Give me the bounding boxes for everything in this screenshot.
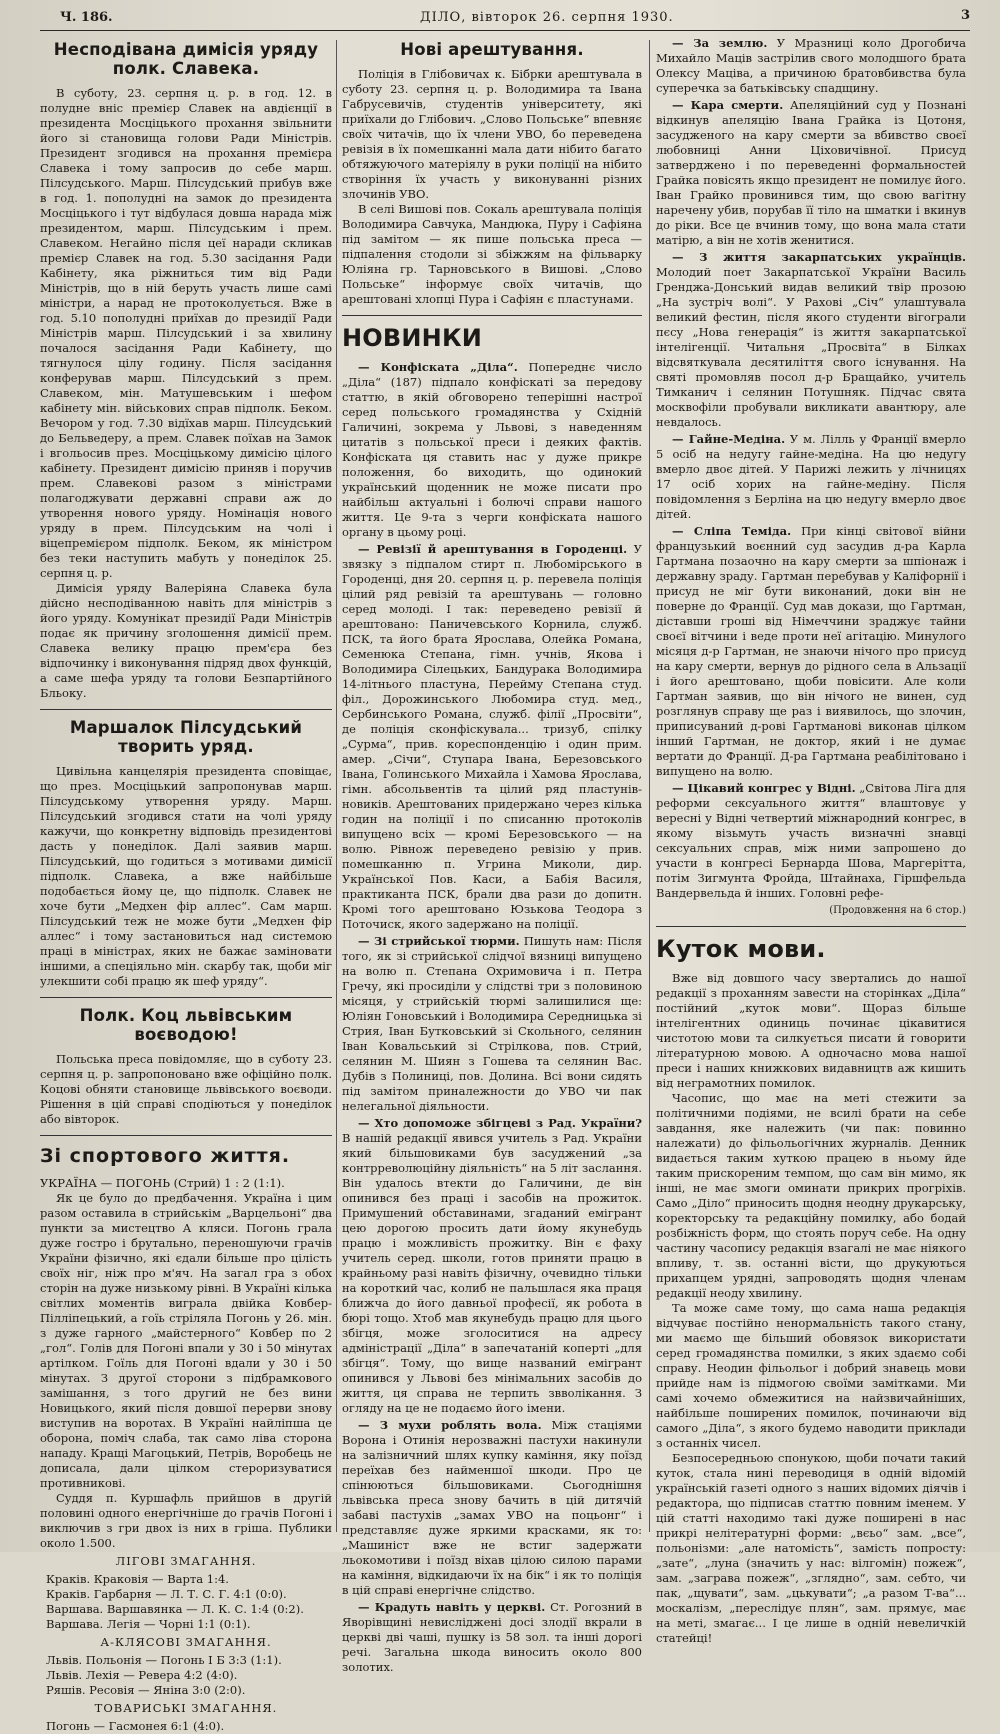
a-class-result: Ряшів. Ресовія — Яніна 3:0 (2:0). — [46, 1683, 246, 1697]
issue-number: Ч. 186. — [60, 10, 113, 25]
column-3 — [656, 36, 966, 1645]
news-item-lead: — Крадуть навіть у церкві. — [358, 1600, 546, 1614]
article-paragraph: Суддя п. Куршафль прийшов в другій половині одного енергічніше до грачів Погоні і виключив з гри двох із них в гріша. Публики около 1.500. — [40, 1491, 332, 1550]
a-class-result: Львів. Лехія — Ревера 4:2 (4:0). — [46, 1668, 238, 1682]
article-paragraph: Цивільна канцелярія президента сповіщає, що през. Мосціцький запропонував марш. Пілсудському утворення уряду. Марш. Пілсудський згодився стати на чолі уряду кажучи, що конкретну відповідь президентові дасть у понеділок. Далі заявив марш. Пілсудський, що годиться з мотивами димісії підполк. Славека, а вже найбільше подобається йому це, що підполк. Славек не хоче бути „Медхен фір аллес“. Сам марш. Пілсудський теж не може бути „Медхен фір аллес“ і тому застановиться над системою праці в міністрах, яких не бажає заміновати іншими, а спеціяльно мін. скарбу так, щоби міг улекшити собі працю як шеф уряду“. — [40, 764, 332, 988]
article-paragraph: Як це було до предбачення. Україна і цим разом оставила в стрийськім „Варцельоні“ два пункти за мистецтво А кляси. Погонь грала дуже гостро і брутально, переношуючи грачів України фізично, які єдали більше про цілість своїх ніг, ніж про м'яч. На загал гра з обох сторін на дуже низькому рівні. В Україні кілька світлих моментів виграла двійка Ковбер-Пілліпецький, а гоїь стріляла Погонь у 26. мін. з дуже гарного „майстерного“ Ковбер по 2 „гол“. Голів для Погоні впали у 30 і 50 мінутах артілком. Гоїль для Погоні вдали у 30 і 50 мінутах. З другої сторони з підбрамкового замішання, з того другий не без вини Новицького, який після довшої перерви знову виступив на воротах. В Україні найліпша це оборона, поміч слаба, так само ліва сторона нападу. Кращі Магоцький, Петрів, Воробець не дописала, дали цілком стероризуватися противникові. — [40, 1191, 332, 1490]
news-item-lead: — З мухи роблять вола. — [358, 1418, 542, 1432]
league-result: Варшава. Легія — Чорні 1:1 (0:1). — [46, 1617, 251, 1631]
news-item-text: В нашій редакції явився учитель з Рад. України який більшовиками був засуджений „за контрреволюційну діяльність“ на 5 літ заслання. Він удалось втекти до Галичини, де він опинився без праці і засобів на прожиток. Примушений обставинами, згаданий емігрант цею дорогою просить дати йому якунебудь працю і можливість прожитку. Він є фаху учитель серед. школи, готов приняти працю в крайньому разі навіть фізичну, очевидно тільки на короткий час, колиб не пальшлася яка праця ближча до його давньої професії, як робота в бюрі тощо. Хтоб мав якунебудь працю для цього збігця, може зголоситися на адресу адміністрації „Діла“ в запечатаній коперті „для збігця“. Тому, що вище названий емігрант опинився у Львові без мінімальних засобів до життя, ця справа не терпить звволікання. З огляду на це не подаємо його імени. — [342, 1131, 642, 1415]
news-item — [342, 360, 642, 540]
news-item-lead: — За землю. — [672, 36, 768, 50]
news-item — [656, 36, 966, 96]
news-item-lead: — Ревізії й арештування в Городенці. — [358, 542, 628, 556]
separator — [40, 709, 332, 710]
article-paragraph: Димісія уряду Валеріяна Славека була дійсно несподіванною навіть для міністрів з його уряду. Комунікат президії Ради Міністрів подає як причину зголошення димісії прем. Славека велику працю прем'єра без відпочинку і виконування підряд двох функцій, а саме шефа уряду та голови Безпартійного Бльоку. — [40, 581, 332, 700]
news-item-lead: — Хто допоможе збігцеві з Рад. України? — [358, 1116, 642, 1130]
friendly-games-title: ТОВАРИСЬКІ ЗМАГАННЯ. — [94, 1701, 278, 1715]
article-paragraph: Польська преса повідомляє, що в суботу 23. серпня ц. р. запропоновано вже офіційно полк. Коцові обняти становище львівського воєводи. Рішення в цій справі сподіються у понеділок або вівторок. — [40, 1052, 332, 1126]
news-item-lead: — Цікавий конгрес у Відні. — [672, 781, 856, 795]
separator — [342, 315, 642, 316]
a-class-result: Львів. Польонія — Погонь І Б 3:3 (1:1). — [46, 1653, 282, 1667]
headline-slavek-resignation: Несподівана димісія уряду полк. Славека. — [53, 40, 319, 78]
separator — [40, 997, 332, 998]
news-item-text: Між стаціями Ворона і Отинія нерозважні пастухи накинули на залізничний шлях купку каміння, яку поїзд переїхав без найменшої шкоди. Про це спінюються більшовиками. Сьогоднішня львівська преса знову бачить в цій дитячій забаві пастухів „замах УВО на поцьонг“ і представляє дуже яркими красками, як то: „Машиніст вже не встиг задержати льокомотиви і поїзд віхав цілою силою парами на каміння, відкидаючи їх на бік“ і як то поліція в цій справі енергічне слідство. — [342, 1418, 642, 1597]
headline-pilsudski-government: Маршалок Пілсудський творить уряд. — [69, 718, 303, 756]
article-paragraph: Та може саме тому, що сама наша редакція відчуває постійно ненормальність такого стану, ми маємо ще більший обовязок використати серед громадянства помилки, з яких здаємо собі справу. Неодин фільольог і добрий знавець мови прийде нам із підмогою своїми замітками. Ми самі хочемо обмежитися на найзвичайніших, найбільше поширених помилок, починаючи від самого „Діла“, з якого будемо наводити приклади з останніх чисел. — [656, 1301, 966, 1450]
news-item — [342, 1116, 642, 1416]
article-paragraph: Поліція в Глібовичах к. Бібрки арештувала в суботу 23. серпня ц. р. Володимира та Івана Габрусевичів, студентів університету, які приїхали до Глібович. „Слово Польське“ впевняє своїх читачів, що їх члени УВО, бо переведена ревізія в їх помешканні мала дати нібито багато обтяжуючого матеріялу в руки поліції на нібито створіння їх участь у виконуванні різних злочинів УВО. — [342, 67, 642, 201]
news-item — [656, 781, 966, 901]
news-item — [656, 524, 966, 779]
news-item-text: Попереднє число „Діла“ (187) підпало конфіскаті за передову статтю, в якій обговорено теперішні настрої серед польського громадянства у Східній Галичині, зокрема у Львові, з наведенням цитатів з польської преси і деяких фактів. Конфіската ця ставить нас у дуже прикре положення, бо виходить, що одинокий український щоденник не може писати про найбільш актуальні і болючі справи нашого життя. Це 9-та з черги конфіската нашого органу в цьому році. — [342, 360, 642, 539]
page-header — [40, 6, 970, 31]
news-item-text: „Світова Ліга для реформи сексуального життя“ влаштовує у вересні у Відні четвертий міжнародний конгрес, в якому візьмуть участь визначні знавці сексуальних справ, між ними запрошено до участи в конгресі Бернарда Шова, Маргерітта, потім Зигмунта Фройда, Штайнаха, Гіршфельда Вандервельда й інших. Головні рефе- — [656, 781, 966, 900]
news-item-lead: — Гайне-Медіна. — [672, 432, 786, 446]
news-item — [656, 98, 966, 248]
article-paragraph: Вже від довшого часу звертались до нашої редакції з проханням завести на сторінках „Діла“ постійний „куток мови“. Щораз більше інтелігентних одиниць починає цікавитися чистотою мови та силкується писати й говорити літературною мовою. А одночасно мова нашої преси і наших книжкових видавництв аж кишить від неграмотних помилок. — [656, 971, 966, 1090]
news-item-lead: — Сліпа Теміда. — [672, 524, 792, 538]
article-paragraph: Часопис, що має на меті стежити за політичними подіями, не всилі брати на себе завдання, яке належить (чи пак: повинно належати) до фільольогічних журналів. Денник видається таким хуткою працею в ньому йде таким прискореним темпом, що сам він мимо, як інші, не має змоги оминати прикрих прогріхів. Само „Діло“ приносить щодня неодну друкарську, коректорську та редакційну помилку, або бодай розбіжність форм, що стоять поруч себе. На одну частину часопису редакція взагалі не має ніякого впливу, т. зв. останні вісти, що друкуються прихапцем урядні, запроводять щодня членам редакції неоду хвилину. — [656, 1091, 966, 1300]
news-item-text: Пишуть нам: Після того, як зі стрийської слідчої вязниці випущено на волю п. Степана Охримовича і п. Петра Гречу, які просиділи у слідстві три з половиною місяця, у стрийській тюрмі залишилися ще: Юліян Гоновський і Володимира Середницька зі Стрия, Іван Бутковський зі Скольного, селянин Іван Ковальський зі Стрілкова, пов. Стрий, селянин М. Шиян з Гошева та селянин Вас. Дубів з Полиниці, пов. Долина. Всі вони сидять під замітом приналежности до УВО чи пак нелегальної діяльности. — [342, 934, 642, 1113]
news-item-text: При кінці світової війни французький воєнний суд засудив д-ра Карла Гартмана позаочно на кару смерти за шпіонаж і державну зраду. Гартман перебував у Каліфорнії і присуд не міг бути виконаний, доки він не поверне до Франції. Суд мав докази, що Гартман, діставши гроші від Німеччини зраджує тайни своєї вітчини і веде проти неї агітацію. Минулого місяця д-р Гартман, не знаючи нічого про присуд на кару смерти, вернув до рідного села в Альзації і його арештовано, щоби повісити. Але коли Гартман заявив, що він нічого не винен, суд розглянув справу ще раз і виявилось, що злочин, приписуваний д-рові Гартманові виконав цілком інший Гартман, не доктор, який і не думає вертати до Франції. Д-ра Гартмана реабілітовано і випущено на волю. — [656, 524, 966, 778]
column-1 — [40, 36, 332, 1733]
article-paragraph: Безпосередньою спонукою, щоби почати такий куток, стала нині переводиця в одній відомій українській газеті одного з наших відомих діячів і редактора, що підписав статтю повним іменем. У цій статті находимо такі дуже поширені в нас прикрі нелітературні форми: „вєьо“ зам. „все“, польонізми: „але натомість“, замість попросту: „зате“, „луна (значить у нас: вілгомін) пожеж“, зам. „заграва пожеж“, „зглядно“, зам. себто, чи пак, „щувати“, зам. „цькувати“; „а разом Т-ва“... москалізм, „переслідує плян“, зам. прямує, має на меті, змагає... І це лише в одній невеличкій статейці! — [656, 1451, 966, 1645]
article-paragraph: В селі Вишові пов. Сокаль арештувала поліція Володимира Савчука, Мандюка, Пуру і Сафіяна під замітом — як пише польська преса — підпалення стодоли зі збіжжям на фільварку Юліяна гр. Тарновського в Вишові. „Слово Польське“ інформує своїх читачів, що арештовані хлопці Пура і Сафіян є пластунами. — [342, 202, 642, 306]
league-games-title: ЛІГОВІ ЗМАГАННЯ. — [115, 1554, 257, 1568]
headline-koc-voivode: Полк. Коц львівським воєводою! — [79, 1006, 293, 1044]
league-result: Краків. Краковія — Варта 1:4. — [46, 1572, 229, 1586]
column-divider — [649, 40, 650, 1532]
column-divider — [336, 40, 337, 1532]
headline-sport-life: Зі спортового життя. — [40, 1145, 291, 1167]
news-item — [342, 1418, 642, 1598]
news-item-text: У звязку з підпалом стирт п. Любомірського в Городенці, дня 20. серпня ц. р. перевела поліція цілий ряд ревізій та арештувань — головно серед молоді. І так: переведено ревізії й арештовано: Паничевського Корнила, служб. ПСК, та його брата Ярослава, Олейка Романа, Семенюка Степана, гімн. учнів, Якова і Володимира Сілецьких, Бандурака Володимира 14-літнього пластуна, Перейму Степана студ. філ., Дорожинського Любомира студ. мед., Сербинського Романа, служб. філії „Просвіти“, де поліція сконфіскувала... тризуб, спілку „Сурма“, прив. кореспонденцію і один прим. амер. „Січи“, Ступара Івана, Березовського Івана, Голинського Михайла і Хамова Ярослава, гімн. абсольвентів та цілий ряд пластунів-новиків. Арештованих придержано через кілька годин на поліції і по списанню протоколів випущено всіх — кромі Березовського — на волю. Рівнож переведено ревізію у прив. помешканню п. Угрина Миколи, дир. Української Пов. Каси, а Бабія Василя, практиканта ПСК, брали два рази до допитн. Кромі того арештовано Юзькова Теодора з Поточиск, якого задержано на поліції. — [342, 542, 642, 931]
news-item-text: У Мразниці коло Дрогобича Михайло Маців застрілив свого молодшого брата Олексу Маціва, а причиною братовбивства була суперечка за батьківську спадщину. — [656, 36, 966, 95]
section-title-language-corner: Куток мови. — [656, 935, 826, 963]
news-item-text: Молодий поет Закарпатської України Василь Гренджа-Донський видав великий твір прозою „На зустріч волі“. У Рахові „Січ“ улаштувала великий фестин, після якого студенти вігограли пєсу „Нова генерація“ із життя закарпатської інтелігенції. Читальня „Просвіта“ в Білках відсвяткувала десятиліття свого існування. На святі промовляв посол д-р Бращайко, учитель Тимканич і селянин Потушняк. Підчас свята москвофіли пробували викликати авантюру, але невдалось. — [656, 265, 966, 429]
news-item-text: У м. Лілль у Франції вмерло 5 осіб на недугу гайне-медіна. На цю недугу вмерло двоє дітей. У Парижі лежить у лічницях 17 осіб хорих на гайне-медіну. Після повідомлення з Берліна на цю недугу вмерло двоє дітей. — [656, 432, 966, 521]
match-result: УКРАЇНА — ПОГОНЬ (Стрий) 1 : 2 (1:1). — [40, 1176, 285, 1190]
separator — [656, 926, 966, 927]
news-item — [342, 934, 642, 1114]
headline-new-arrests: Нові арештування. — [400, 40, 584, 59]
news-item-lead: — Кара смерти. — [672, 98, 784, 112]
news-item-text: Ст. Рогозний в Яворівщині невисліджені досі злодії вкрали в церкві дві чаші, пушку із 58 зол. та інші дорогі речі. Загальна шкода виносить около 800 золотих. — [342, 1600, 642, 1674]
separator — [40, 1135, 332, 1136]
news-item-text: Апеляційний суд у Познані відкинув апеляцію Івана Грайка із Цотоня, засудженого на кару смерти за вбивство своєї любовниці Анни Ціховичівної. Присуд затверджено і по переведенні формальностей Грайка повісять якщо президент не помилує його. Іван Грайко провинився тим, що свою вагітну наречену убив, порубав її тіло на шматки і вкинув до ріки. Все це вчинив тому, що вона мала стати матірю, а він не хотів женитися. — [656, 98, 966, 247]
article-paragraph: В суботу, 23. серпня ц. р. в год. 12. в полудне вніс премієр Славек на авдієнції в президента Мосціцького прохання звільнити його зі становища голови Ради Міністрів. Президент згодився на прохання премієра Славека і тому запросив до себе марш. Пілсудського. Марш. Пілсудський прибув вже в год. 1. пополудні на замок до президента Мосціцького і тут відбулася довша нарада між президентом, марш. Пілсудським і прем. Славеком. Негайно після цеї наради скликав премієр Славек на год. 5.30 засідання Ради Кабінету, яка ріжниться тим від Ради Міністрів, що в ній беруть участь лише самі міністри, а нарад не протоколується. Вже в год. 5.10 пополудні приїхав до президії Ради Міністрів марш. Пілсудський і за хвилину почалося засідання Ради Кабінету, що тягнулося цілу годину. Після засідання конферував марш. Пілсудський з прем. Славеком, мін. Матушевським і шефом кабінету мін. військових справ підполк. Беком. Вечором у год. 7.30 відїхав марш. Пілсудський до Бельведеру, а прем. Славек поїхав на Замок і вгольосив през. Мосціцькому димісію цілого кабінету. Президент димісію приняв і поручив прем. Славекові разом з міністрами полагоджувати державні справи аж до утворення нового уряду. Номінація нового уряду в прем. Пілсудським на чолі і віцепремієром підполк. Беком, як міністром без теки наступить мабуть у понеділок 25. серпня ц. р. — [40, 86, 332, 580]
page-number: 3 — [960, 8, 970, 23]
news-item — [342, 542, 642, 932]
news-item-lead: — Конфіската „Діла“. — [358, 360, 518, 374]
masthead-date: ДІЛО, вівторок 26. серпня 1930. — [420, 10, 674, 25]
continued-note: (Продовження на 6 стор.) — [829, 905, 966, 916]
news-item — [342, 1600, 642, 1675]
league-result: Краків. Гарбарня — Л. Т. С. Г. 4:1 (0:0). — [46, 1587, 287, 1601]
news-item — [656, 432, 966, 522]
news-item — [656, 250, 966, 430]
friendly-result: Погонь — Гасмонея 6:1 (4:0). — [46, 1719, 225, 1733]
news-item-lead: — Зі стрийської тюрми. — [358, 934, 520, 948]
news-item-lead: — З життя закарпатських українців. — [672, 250, 966, 264]
league-result: Варшава. Варшавянка — Л. К. С. 1:4 (0:2). — [46, 1602, 304, 1616]
column-2 — [342, 36, 642, 1674]
a-class-games-title: А-КЛЯСОВІ ЗМАГАННЯ. — [100, 1635, 272, 1649]
section-title-news: НОВИНКИ — [342, 324, 483, 352]
